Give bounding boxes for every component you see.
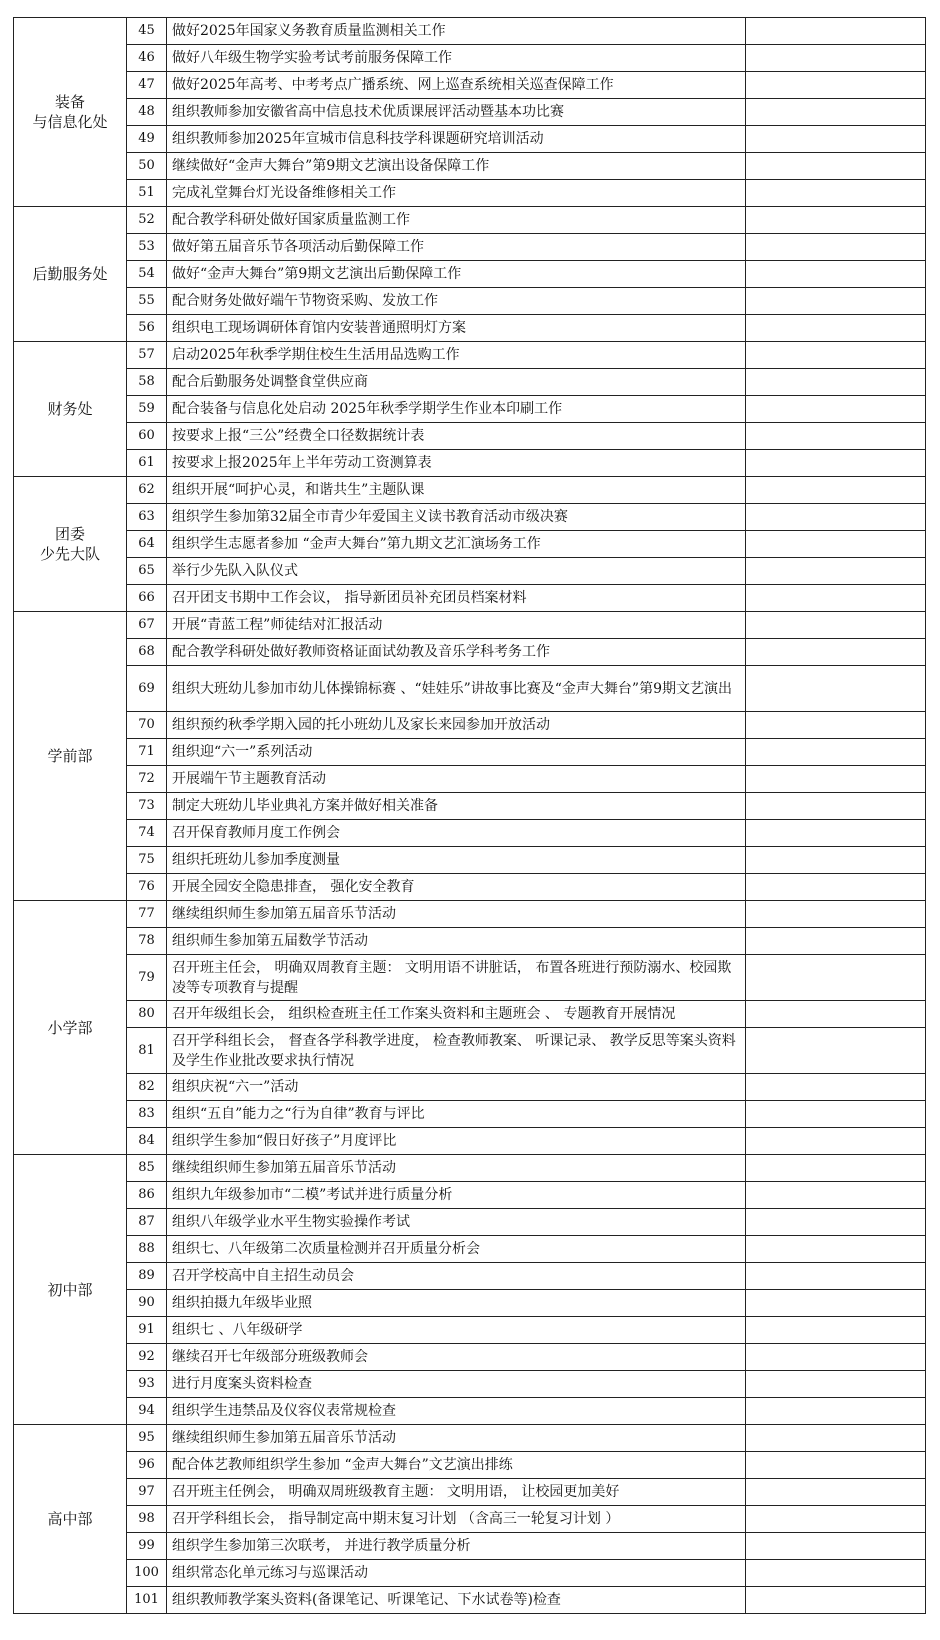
table-row [14, 558, 926, 585]
remarks-cell [746, 955, 926, 1001]
remarks-cell [746, 99, 926, 126]
item-number: 97 [127, 1479, 167, 1506]
remarks-cell [746, 423, 926, 450]
item-text: 组织托班幼儿参加季度测量 [167, 847, 746, 874]
remarks-cell [746, 1074, 926, 1101]
table-row [14, 315, 926, 342]
item-text: 继续组织师生参加第五届音乐节活动 [167, 901, 746, 928]
item-number: 81 [127, 1028, 167, 1074]
remarks-cell [746, 766, 926, 793]
table-row [14, 712, 926, 739]
item-number: 84 [127, 1128, 167, 1155]
item-text: 组织教师参加2025年宣城市信息科技学科课题研究培训活动 [167, 126, 746, 153]
table-row [14, 639, 926, 666]
item-text: 按要求上报2025年上半年劳动工资测算表 [167, 450, 746, 477]
item-text: 做好“金声大舞台”第9期文艺演出后勤保障工作 [167, 261, 746, 288]
table-row [14, 1452, 926, 1479]
remarks-cell [746, 369, 926, 396]
table-row [14, 847, 926, 874]
table-row [14, 369, 926, 396]
department-name: 小学部 [47, 1018, 93, 1037]
item-number: 69 [127, 666, 167, 712]
item-text: 组织学生违禁品及仪容仪表常规检查 [167, 1398, 746, 1425]
remarks-cell [746, 712, 926, 739]
item-text: 组织迎“六一”系列活动 [167, 739, 746, 766]
item-text: 制定大班幼儿毕业典礼方案并做好相关准备 [167, 793, 746, 820]
table-row [14, 207, 926, 234]
item-number: 66 [127, 585, 167, 612]
department-cell [14, 342, 127, 477]
item-number: 74 [127, 820, 167, 847]
item-number: 90 [127, 1290, 167, 1317]
item-text: 开展端午节主题教育活动 [167, 766, 746, 793]
item-number: 98 [127, 1506, 167, 1533]
item-number: 92 [127, 1344, 167, 1371]
remarks-cell [746, 666, 926, 712]
item-number: 55 [127, 288, 167, 315]
item-text: 组织电工现场调研体育馆内安装普通照明灯方案 [167, 315, 746, 342]
remarks-cell [746, 18, 926, 45]
item-number: 91 [127, 1317, 167, 1344]
remarks-cell [746, 639, 926, 666]
remarks-cell [746, 1506, 926, 1533]
table-row [14, 1074, 926, 1101]
remarks-cell [746, 1398, 926, 1425]
remarks-cell [746, 126, 926, 153]
item-number: 93 [127, 1371, 167, 1398]
remarks-cell [746, 928, 926, 955]
item-number: 78 [127, 928, 167, 955]
item-number: 46 [127, 45, 167, 72]
remarks-cell [746, 612, 926, 639]
remarks-cell [746, 901, 926, 928]
remarks-cell [746, 396, 926, 423]
department-name: 初中部 [47, 1280, 93, 1299]
department-cell [14, 18, 127, 207]
table-row [14, 234, 926, 261]
remarks-cell [746, 1371, 926, 1398]
item-text: 组织拍摄九年级毕业照 [167, 1290, 746, 1317]
table-row [14, 1209, 926, 1236]
item-number: 65 [127, 558, 167, 585]
item-text: 做好2025年高考、中考考点广播系统、网上巡查系统相关巡查保障工作 [167, 72, 746, 99]
table-row [14, 766, 926, 793]
table-row [14, 153, 926, 180]
remarks-cell [746, 1452, 926, 1479]
remarks-cell [746, 504, 926, 531]
table-row [14, 180, 926, 207]
remarks-cell [746, 45, 926, 72]
item-text: 组织七、八年级第二次质量检测并召开质量分析会 [167, 1236, 746, 1263]
department-name: 财务处 [47, 400, 93, 418]
table-row [14, 1182, 926, 1209]
item-number: 68 [127, 639, 167, 666]
department-cell [14, 207, 127, 342]
item-text: 组织预约秋季学期入园的托小班幼儿及家长来园参加开放活动 [167, 712, 746, 739]
item-number: 53 [127, 234, 167, 261]
department-cell [14, 901, 127, 1155]
item-text: 继续召开七年级部分班级教师会 [167, 1344, 746, 1371]
item-number: 64 [127, 531, 167, 558]
remarks-cell [746, 1425, 926, 1452]
table-row [14, 739, 926, 766]
item-number: 67 [127, 612, 167, 639]
remarks-cell [746, 558, 926, 585]
item-text: 继续做好“金声大舞台”第9期文艺演出设备保障工作 [167, 153, 746, 180]
item-text: 开展全园安全隐患排查， 强化安全教育 [167, 874, 746, 901]
item-text: 组织学生参加第32届全市青少年爱国主义读书教育活动市级决赛 [167, 504, 746, 531]
department-name: 团委 少先大队 [39, 525, 100, 563]
table-row [14, 901, 926, 928]
item-text: 组织师生参加第五届数学节活动 [167, 928, 746, 955]
remarks-cell [746, 1182, 926, 1209]
item-number: 54 [127, 261, 167, 288]
remarks-cell [746, 1479, 926, 1506]
table-row [14, 1155, 926, 1182]
item-number: 60 [127, 423, 167, 450]
item-number: 96 [127, 1452, 167, 1479]
item-text: 组织常态化单元练习与巡课活动 [167, 1560, 746, 1587]
item-text: 组织大班幼儿参加市幼儿体操锦标赛 、“娃娃乐”讲故事比赛及“金声大舞台”第9期文艺演出 [167, 666, 746, 712]
table-row [14, 1344, 926, 1371]
item-number: 99 [127, 1533, 167, 1560]
item-text: 召开班主任例会， 明确双周班级教育主题： 文明用语， 让校园更加美好 [167, 1479, 746, 1506]
work-plan-body [14, 18, 926, 1614]
item-text: 组织八年级学业水平生物实验操作考试 [167, 1209, 746, 1236]
remarks-cell [746, 1587, 926, 1614]
item-text: 配合装备与信息化处启动 2025年秋季学期学生作业本印刷工作 [167, 396, 746, 423]
table-row [14, 396, 926, 423]
item-text: 召开团支书期中工作会议， 指导新团员补充团员档案材料 [167, 585, 746, 612]
item-number: 89 [127, 1263, 167, 1290]
table-row [14, 531, 926, 558]
item-text: 做好八年级生物学实验考试考前服务保障工作 [167, 45, 746, 72]
table-row [14, 1236, 926, 1263]
table-row [14, 1587, 926, 1614]
remarks-cell [746, 234, 926, 261]
item-number: 48 [127, 99, 167, 126]
item-text: 开展“青蓝工程”师徒结对汇报活动 [167, 612, 746, 639]
remarks-cell [746, 1344, 926, 1371]
item-number: 70 [127, 712, 167, 739]
remarks-cell [746, 1209, 926, 1236]
item-number: 82 [127, 1074, 167, 1101]
remarks-cell [746, 1028, 926, 1074]
department-cell [14, 1155, 127, 1425]
item-number: 57 [127, 342, 167, 369]
remarks-cell [746, 342, 926, 369]
item-number: 86 [127, 1182, 167, 1209]
item-text: 组织学生志愿者参加 “金声大舞台”第九期文艺汇演场务工作 [167, 531, 746, 558]
department-name: 后勤服务处 [32, 265, 108, 283]
item-text: 进行月度案头资料检查 [167, 1371, 746, 1398]
table-row [14, 342, 926, 369]
table-row [14, 99, 926, 126]
item-number: 77 [127, 901, 167, 928]
item-number: 101 [127, 1587, 167, 1614]
item-text: 做好第五届音乐节各项活动后勤保障工作 [167, 234, 746, 261]
table-row [14, 955, 926, 1001]
department-cell [14, 477, 127, 612]
item-number: 73 [127, 793, 167, 820]
item-number: 76 [127, 874, 167, 901]
table-row [14, 666, 926, 712]
remarks-cell [746, 1263, 926, 1290]
remarks-cell [746, 847, 926, 874]
item-text: 召开年级组长会， 组织检查班主任工作案头资料和主题班会 、 专题教育开展情况 [167, 1001, 746, 1028]
remarks-cell [746, 1290, 926, 1317]
item-number: 63 [127, 504, 167, 531]
item-text: 组织庆祝“六一”活动 [167, 1074, 746, 1101]
remarks-cell [746, 820, 926, 847]
remarks-cell [746, 261, 926, 288]
item-text: 做好2025年国家义务教育质量监测相关工作 [167, 18, 746, 45]
table-row [14, 1001, 926, 1028]
item-number: 62 [127, 477, 167, 504]
department-name: 装备 与信息化处 [32, 93, 108, 131]
item-number: 88 [127, 1236, 167, 1263]
item-text: 组织九年级参加市“二模”考试并进行质量分析 [167, 1182, 746, 1209]
table-row [14, 1128, 926, 1155]
table-row [14, 1425, 926, 1452]
remarks-cell [746, 1128, 926, 1155]
item-number: 85 [127, 1155, 167, 1182]
remarks-cell [746, 531, 926, 558]
table-row [14, 585, 926, 612]
remarks-cell [746, 477, 926, 504]
item-number: 71 [127, 739, 167, 766]
remarks-cell [746, 1533, 926, 1560]
table-row [14, 1371, 926, 1398]
table-row [14, 423, 926, 450]
item-text: 配合后勤服务处调整食堂供应商 [167, 369, 746, 396]
table-row [14, 1028, 926, 1074]
remarks-cell [746, 207, 926, 234]
remarks-cell [746, 1101, 926, 1128]
item-text: 组织教师教学案头资料(备课笔记、听课笔记、下水试卷等)检查 [167, 1587, 746, 1614]
table-row [14, 793, 926, 820]
item-text: 举行少先队入队仪式 [167, 558, 746, 585]
table-row [14, 72, 926, 99]
item-text: 组织学生参加“假日好孩子”月度评比 [167, 1128, 746, 1155]
item-number: 80 [127, 1001, 167, 1028]
item-text: 按要求上报“三公”经费全口径数据统计表 [167, 423, 746, 450]
table-row [14, 1533, 926, 1560]
table-row [14, 1263, 926, 1290]
item-number: 56 [127, 315, 167, 342]
table-row [14, 1479, 926, 1506]
department-cell [14, 612, 127, 901]
item-number: 51 [127, 180, 167, 207]
remarks-cell [746, 1155, 926, 1182]
item-text: 组织七 、八年级研学 [167, 1317, 746, 1344]
item-text: 组织学生参加第三次联考， 并进行教学质量分析 [167, 1533, 746, 1560]
remarks-cell [746, 1001, 926, 1028]
table-row [14, 504, 926, 531]
table-row [14, 261, 926, 288]
table-row [14, 1398, 926, 1425]
table-row [14, 612, 926, 639]
item-number: 59 [127, 396, 167, 423]
table-row [14, 1317, 926, 1344]
table-row [14, 18, 926, 45]
remarks-cell [746, 1236, 926, 1263]
department-name: 高中部 [47, 1510, 93, 1528]
table-row [14, 45, 926, 72]
remarks-cell [746, 739, 926, 766]
item-text: 配合教学科研处做好国家质量监测工作 [167, 207, 746, 234]
remarks-cell [746, 72, 926, 99]
item-text: 完成礼堂舞台灯光设备维修相关工作 [167, 180, 746, 207]
remarks-cell [746, 585, 926, 612]
remarks-cell [746, 180, 926, 207]
item-number: 87 [127, 1209, 167, 1236]
item-number: 75 [127, 847, 167, 874]
table-row [14, 1101, 926, 1128]
item-text: 配合教学科研处做好教师资格证面试幼教及音乐学科考务工作 [167, 639, 746, 666]
item-text: 召开班主任会， 明确双周教育主题： 文明用语不讲脏话， 布置各班进行预防溺水、校园欺凌等专项教育与提醒 [167, 955, 746, 1001]
table-row [14, 450, 926, 477]
item-number: 52 [127, 207, 167, 234]
item-number: 50 [127, 153, 167, 180]
item-text: 配合体艺教师组织学生参加 “金声大舞台”文艺演出排练 [167, 1452, 746, 1479]
remarks-cell [746, 288, 926, 315]
department-cell [14, 1425, 127, 1614]
table-row [14, 1506, 926, 1533]
item-number: 47 [127, 72, 167, 99]
item-text: 召开保育教师月度工作例会 [167, 820, 746, 847]
table-row [14, 1290, 926, 1317]
remarks-cell [746, 793, 926, 820]
item-number: 100 [127, 1560, 167, 1587]
item-number: 95 [127, 1425, 167, 1452]
remarks-cell [746, 153, 926, 180]
item-number: 61 [127, 450, 167, 477]
item-number: 94 [127, 1398, 167, 1425]
item-number: 83 [127, 1101, 167, 1128]
item-text: 启动2025年秋季学期住校生生活用品选购工作 [167, 342, 746, 369]
item-number: 58 [127, 369, 167, 396]
table-row [14, 928, 926, 955]
item-number: 79 [127, 955, 167, 1001]
remarks-cell [746, 1560, 926, 1587]
table-row [14, 126, 926, 153]
item-number: 49 [127, 126, 167, 153]
table-row [14, 874, 926, 901]
table-row [14, 288, 926, 315]
remarks-cell [746, 450, 926, 477]
item-text: 组织“五自”能力之“行为自律”教育与评比 [167, 1101, 746, 1128]
remarks-cell [746, 874, 926, 901]
remarks-cell [746, 1317, 926, 1344]
item-text: 组织开展“呵护心灵，和谐共生”主题队课 [167, 477, 746, 504]
item-text: 召开学校高中自主招生动员会 [167, 1263, 746, 1290]
work-plan-table [13, 17, 926, 1614]
table-row [14, 820, 926, 847]
item-number: 45 [127, 18, 167, 45]
item-number: 72 [127, 766, 167, 793]
item-text: 继续组织师生参加第五届音乐节活动 [167, 1155, 746, 1182]
item-text: 召开学科组长会， 督查各学科教学进度， 检查教师教案、 听课记录、 教学反思等案头资料及学生作业批改要求执行情况 [167, 1028, 746, 1074]
item-text: 组织教师参加安徽省高中信息技术优质课展评活动暨基本功比赛 [167, 99, 746, 126]
table-row [14, 1560, 926, 1587]
item-text: 召开学科组长会， 指导制定高中期末复习计划 （含高三一轮复习计划 ） [167, 1506, 746, 1533]
remarks-cell [746, 315, 926, 342]
department-name: 学前部 [47, 747, 93, 765]
table-row [14, 477, 926, 504]
item-text: 配合财务处做好端午节物资采购、发放工作 [167, 288, 746, 315]
item-text: 继续组织师生参加第五届音乐节活动 [167, 1425, 746, 1452]
